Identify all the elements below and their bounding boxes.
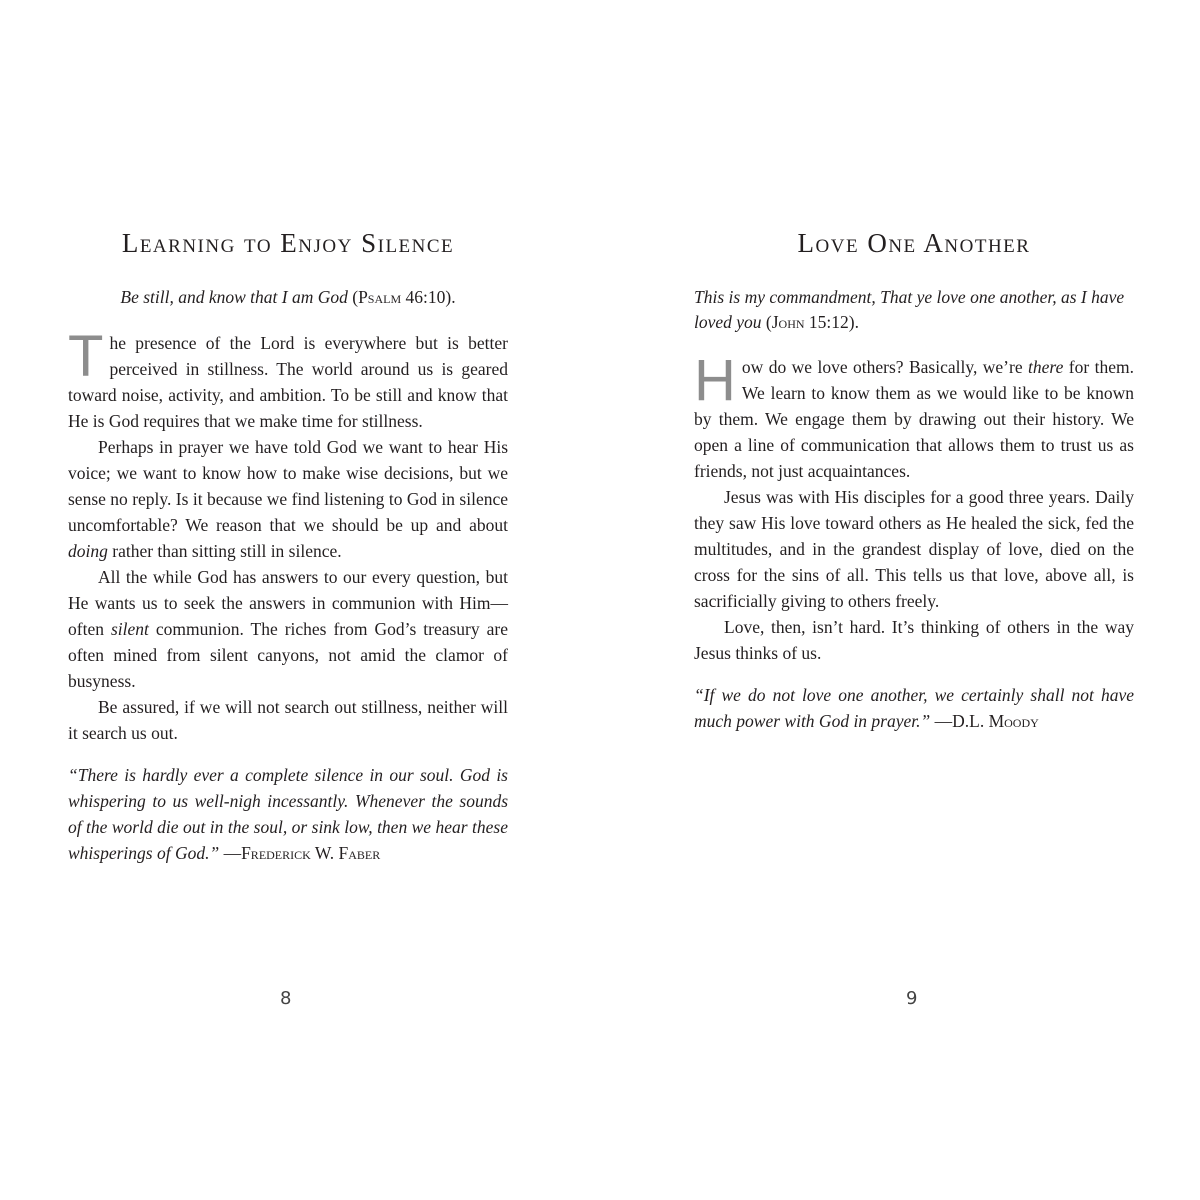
devotional-body xyxy=(68,324,508,746)
verse-text: This is my commandment, That ye love one another, as I have loved you xyxy=(694,287,1125,332)
right-page xyxy=(694,0,1134,1200)
drop-cap: H xyxy=(694,348,736,413)
page-title: Learning to Enjoy Silence xyxy=(121,228,455,258)
page-title: Love One Another xyxy=(797,228,1031,258)
paragraph-2-text-a: Perhaps in prayer we have told God we want to hear His voice; we want to know how to make wise decisions, but we sense no reply. Is it because we find listening to God in silence uncomfortable? We reason that we should be up and about xyxy=(68,437,508,535)
page-number: 8 xyxy=(280,988,292,1009)
quote-author: —Frederick W. Faber xyxy=(219,843,381,863)
page-number: 9 xyxy=(906,988,918,1009)
paragraph-4: Be assured, if we will not search out stillness, neither will it search us out. xyxy=(68,697,508,743)
paragraph-3-text-a: All the while God has answers to our every question, but He wants us to seek the answers in communion with Him—often xyxy=(68,567,508,639)
paragraph-2-text-b: rather than sitting still in silence. xyxy=(107,541,342,561)
paragraph-1 xyxy=(68,324,508,434)
scripture-verse xyxy=(68,285,508,310)
quote-author: —D.L. Moody xyxy=(930,711,1039,731)
closing-quote xyxy=(68,762,508,866)
quote-text: “There is hardly ever a complete silence in our soul. God is whispering to us well-nigh incessantly. Whenever the sounds of the world die out in the soul, or sink low, then we hear these whisperings of God.” xyxy=(68,765,508,863)
paragraph-1-text-a: ow do we love others? Basically, we’re xyxy=(741,357,1029,377)
devotional-body xyxy=(694,348,1134,666)
verse-reference: (Psalm 46:10). xyxy=(347,287,456,307)
paragraph-1-emphasis: there xyxy=(1028,357,1064,377)
paragraph-2: Jesus was with His disciples for a good three years. Daily they saw His love toward others as He healed the sick, fed the multitudes, and in the grandest display of love, died on the cross for the sins of all. This tells us that love, above all, is sacrificially giving to others freely. xyxy=(694,487,1134,611)
paragraph-1-text-b: for them. We learn to know them as we would like to be known by them. We engage them by drawing out their history. We open a line of communication that allows them to trust us as friends, not just acquaintances. xyxy=(694,357,1134,481)
paragraph-3-emphasis: silent xyxy=(110,619,149,639)
paragraph-2-emphasis: doing xyxy=(68,541,108,561)
verse-text: Be still, and know that I am God xyxy=(120,287,348,307)
paragraph-2 xyxy=(68,434,508,564)
drop-cap: T xyxy=(68,324,104,389)
paragraph-3 xyxy=(68,564,508,694)
paragraph-1-text: he presence of the Lord is everywhere but is better perceived in stillness. The world around us is geared toward noise, activity, and ambition. To be still and know that He is God requires that we make time for stillness. xyxy=(68,333,508,431)
closing-quote xyxy=(694,682,1134,734)
left-page xyxy=(68,0,508,1200)
paragraph-1 xyxy=(694,348,1134,484)
verse-reference: (John 15:12). xyxy=(761,312,859,332)
quote-text: “If we do not love one another, we certainly shall not have much power with God in prayer.” xyxy=(694,685,1134,731)
paragraph-3: Love, then, isn’t hard. It’s thinking of others in the way Jesus thinks of us. xyxy=(694,617,1134,663)
scripture-verse xyxy=(694,285,1134,335)
paragraph-3-text-b: communion. The riches from God’s treasury are often mined from silent canyons, not amid the clamor of busyness. xyxy=(68,619,508,691)
